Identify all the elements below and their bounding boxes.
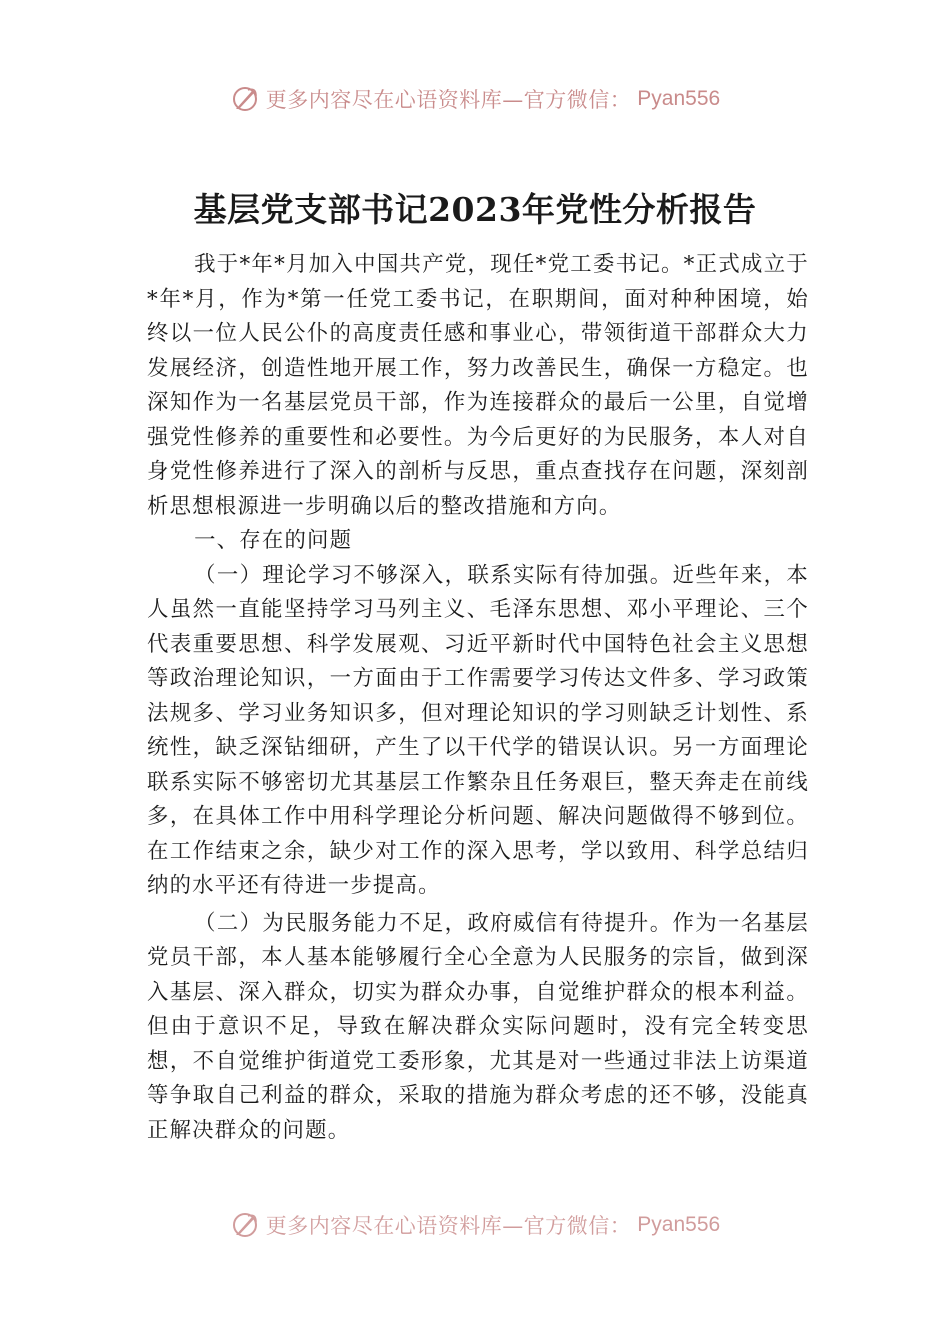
watermark-id: Pyan556 [637, 1213, 721, 1236]
watermark-text: 更多内容尽在心语资料库—官方微信： [265, 88, 632, 112]
watermark-footer [0, 1210, 950, 1240]
quill-logo-icon [230, 1210, 260, 1240]
document-body [147, 248, 809, 1148]
document-title: 基层党支部书记2023年党性分析报告 [193, 190, 757, 229]
watermark-header [0, 84, 950, 114]
watermark-text: 更多内容尽在心语资料库—官方微信： [265, 1214, 632, 1238]
problem-item-1: （一）理论学习不够深入，联系实际有待加强。近些年来，本人虽然一直能坚持学习马列主义、毛泽东思想、邓小平理论、三个代表重要思想、科学发展观、习近平新时代中国特色社会主义思想等政治理论知识，一方面由于工作需要学习传达文件多、学习政策法规多、学习业务知识多，但对理论知识的学习则缺乏计划性、系统性，缺乏深钻细研，产生了以干代学的错误认识。另一方面理论联系实际不够密切尤其基层工作繁杂且任务艰巨，整天奔走在前线多，在具体工作中用科学理论分析问题、解决问题做得不够到位。在工作结束之余，缺少对工作的深入思考，学以致用、科学总结归纳的水平还有待进一步提高。 [147, 562, 809, 898]
watermark-id: Pyan556 [637, 87, 721, 110]
quill-logo-icon [230, 84, 260, 114]
intro-paragraph: 我于*年*月加入中国共产党，现任*党工委书记。*正式成立于*年*月，作为*第一任党工委书记，在职期间，面对种种困境，始终以一位人民公仆的高度责任感和事业心，带领街道干部群众大力发展经济，创造性地开展工作，努力改善民生，确保一方稳定。也深知作为一名基层党员干部，作为连接群众的最后一公里，自觉增强党性修养的重要性和必要性。为今后更好的为民服务，本人对自身党性修养进行了深入的剖析与反思，重点查找存在问题，深刻剖析思想根源进一步明确以后的整改措施和方向。 [147, 252, 809, 519]
problem-item-2: （二）为民服务能力不足，政府威信有待提升。作为一名基层党员干部，本人基本能够履行全心全意为人民服务的宗旨，做到深入基层、深入群众，切实为群众办事，自觉维护群众的根本利益。但由于意识不足，导致在解决群众实际问题时，没有完全转变思想，不自觉维护街道党工委形象，尤其是对一些通过非法上访渠道等争取自己利益的群众，采取的措施为群众考虑的还不够，没能真正解决群众的问题。 [147, 910, 809, 1143]
section-heading-problems: 一、存在的问题 [194, 528, 353, 553]
